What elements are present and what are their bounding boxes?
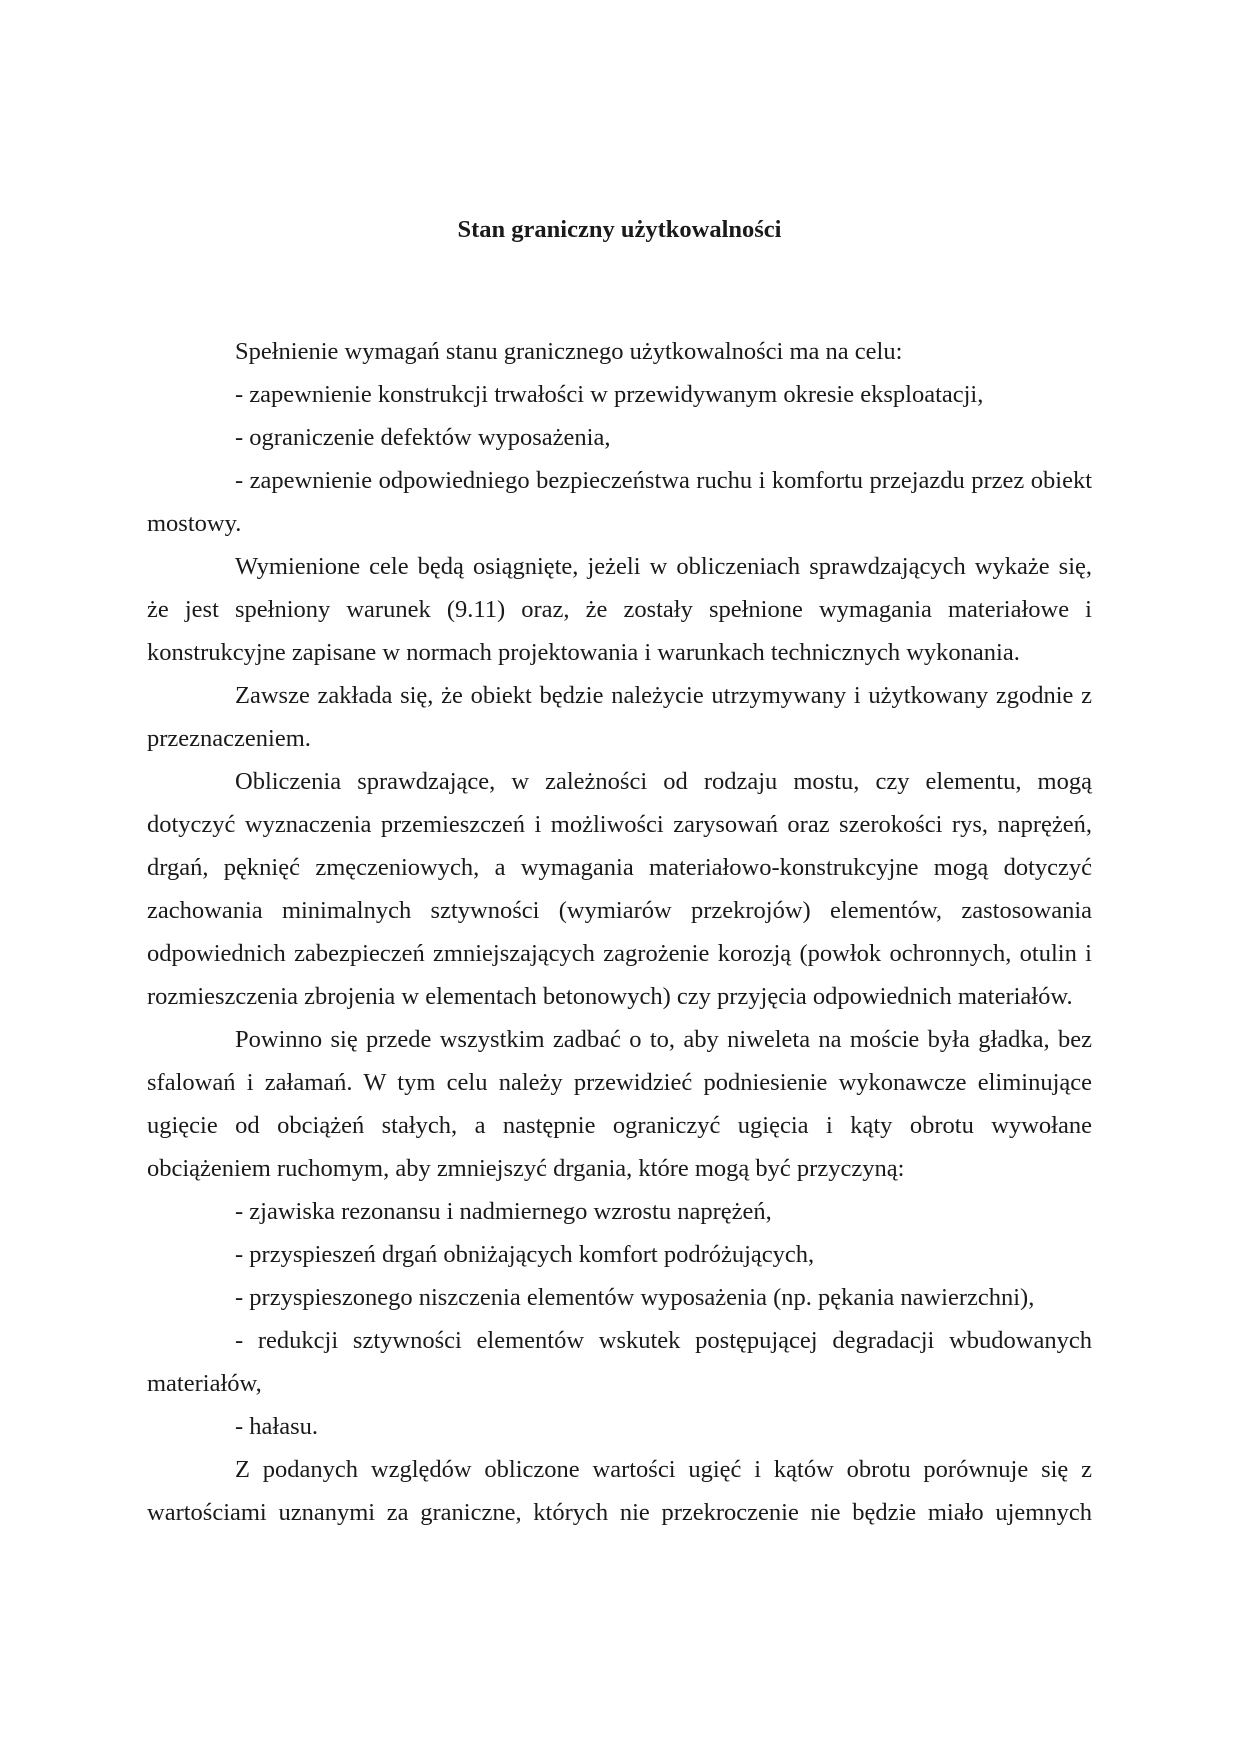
list-item-safety: - zapewnienie odpowiedniego bezpieczeństwa ruchu i komfortu przejazdu przez obiekt mostowy. [147, 467, 1092, 537]
list-item-stiffness: - redukcji sztywności elementów wskutek postępującej degradacji wbudowanych materiałów, [147, 1327, 1092, 1397]
paragraph-goals: Wymienione cele będą osiągnięte, jeżeli w obliczeniach sprawdzających wykaże się, że jest spełniony warunek (9.11) oraz, że zostały spełnione wymagania materiałowe i konstrukcyjne zapisane w normach projektowania i warunkach technicznych wykonania. [147, 553, 1092, 666]
paragraph-limits: Z podanych względów obliczone wartości ugięć i kątów obrotu porównuje się z wartościami uznanymi za graniczne, których nie przekroczenie nie będzie miało ujemnych [147, 1456, 1092, 1526]
list-item-acceleration: - przyspieszeń drgań obniżających komfort podróżujących, [235, 1241, 815, 1268]
paragraph-calculations: Obliczenia sprawdzające, w zależności od rodzaju mostu, czy elementu, mogą dotyczyć wyznaczenia przemieszczeń i możliwości zarysowań oraz szerokości rys, naprężeń, drgań, pęknięć zmęczeniowych, a wymagania materiałowo-konstrukcyjne mogą dotyczyć zachowania minimalnych sztywności (wymiarów przekrojów) elementów, zastosowania odpowiednich zabezpieczeń zmniejszających zagrożenie korozją (powłok ochronnych, otulin i rozmieszczenia zbrojenia w elementach betonowych) czy przyjęcia odpowiednich materiałów. [147, 768, 1092, 1010]
paragraph-intro: Spełnienie wymagań stanu granicznego użytkowalności ma na celu: [235, 338, 903, 365]
paragraph-niveleta: Powinno się przede wszystkim zadbać o to, aby niweleta na moście była gładka, bez sfalowań i załamań. W tym celu należy przewidzieć podniesienie wykonawcze eliminujące ugięcie od obciążeń stałych, a następnie ograniczyć ugięcia i kąty obrotu wywołane obciążeniem ruchomym, aby zmniejszyć drgania, które mogą być przyczyną: [147, 1026, 1092, 1182]
list-item-resonance: - zjawiska rezonansu i nadmiernego wzrostu naprężeń, [235, 1198, 772, 1225]
list-item-noise: - hałasu. [235, 1413, 318, 1440]
document-page [147, 208, 1092, 1534]
document-title: Stan graniczny użytkowalności [457, 216, 782, 243]
list-item-durability: - zapewnienie konstrukcji trwałości w przewidywanym okresie eksploatacji, [235, 381, 984, 408]
list-item-defects: - ograniczenie defektów wyposażenia, [235, 424, 611, 451]
list-item-equipment-damage: - przyspieszonego niszczenia elementów wyposażenia (np. pękania nawierzchni), [235, 1284, 1035, 1311]
paragraph-maintenance: Zawsze zakłada się, że obiekt będzie należycie utrzymywany i użytkowany zgodnie z przeznaczeniem. [147, 682, 1092, 752]
